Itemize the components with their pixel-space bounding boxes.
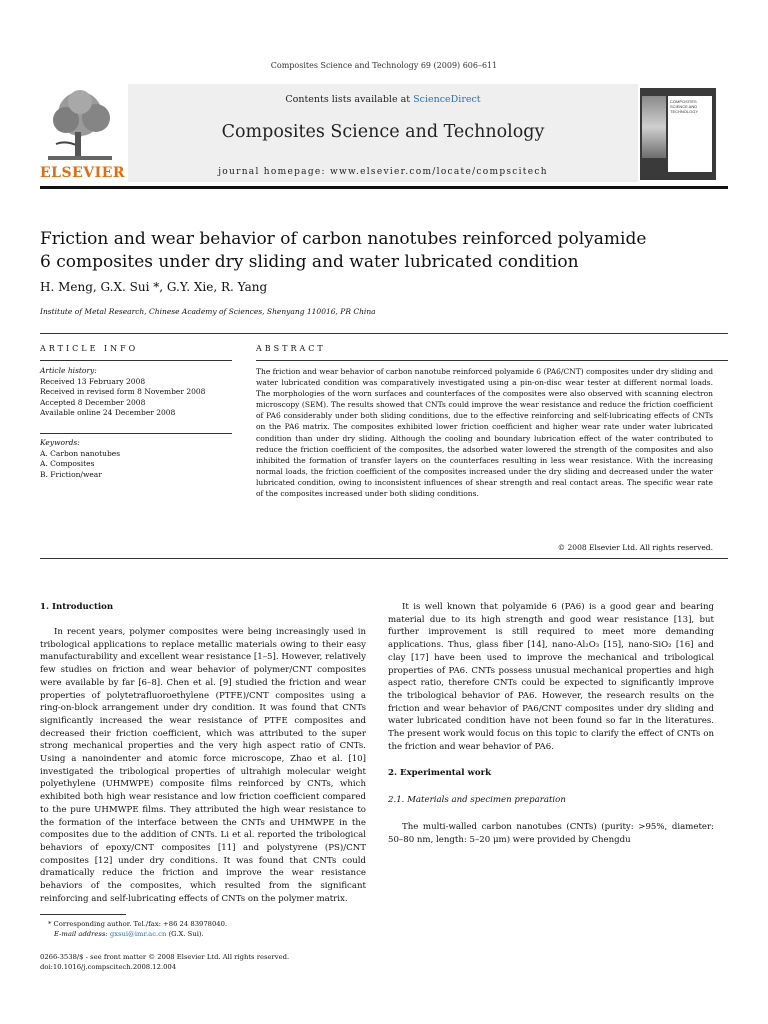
footnote-rule <box>40 914 126 915</box>
intro-paragraph-2: It is well known that polyamide 6 (PA6) is a good gear and bearing material due to its high strength and good wear resistance [13], but further improvement is still required to meet more demanding applications. Thus, glass fiber [14], nano-Al₂O₃ [15], nano-SiO₂ [16] and clay [17] have been used to improve the mechanical and tribological properties of PA6. CNTs possess unusual mechanical properties and high aspect ratio, therefore CNTs could be expected to significantly improve the tribological behavior of PA6. However, the research results on the friction and wear behavior of PA6/CNT composites under dry sliding and water lubricated condition have not been found so far in the literatures. The present work would focus on this topic to clarify the effect of CNTs on the friction and wear behavior of PA6. <box>388 602 714 752</box>
elsevier-wordmark: ELSEVIER <box>40 165 126 181</box>
article-authors: H. Meng, G.X. Sui *, G.Y. Xie, R. Yang <box>40 280 268 294</box>
homepage-label: journal homepage: <box>218 167 330 177</box>
title-line-1: Friction and wear behavior of carbon nanotubes reinforced polyamide <box>40 229 647 249</box>
article-title <box>40 228 728 273</box>
keywords <box>40 438 240 480</box>
intro-paragraph-1: In recent years, polymer composites were being increasingly used in tribological applications to replace metallic materials owing to their easy manufacturability and excellent wear resistance [1–5]. However, relatively few studies on friction and wear behavior of polymer/CNT composites were available by far [6–8]. Chen et al. [9] studied the friction and wear properties of polytetrafluoroethylene (PTFE)/CNT composites using a ring-on-block arrangement under dry condition. It was found that CNTs significantly increased the wear resistance of PTFE composites and decreased their friction coefficient, which was attributed to the super strong mechanical properties and the very high aspect ratio of CNTs. Using a nanoindenter and atomic force microscope, Zhao et al. [10] investigated the tribological properties of ultrahigh molecular weight polyethylene (UHMWPE) composite films reinforced by CNTs, which exhibited both high wear resistance and low friction coefficient compared to the pure UHMWPE films. They attributed the high wear resistance to the formation of the interface between the CNTs and UHMWPE in the composites due to the addition of CNTs. Li et al. reported the tribological behaviors of epoxy/CNT composites [11] and polystyrene (PS)/CNT composites [12] under dry conditions. It was found that CNTs could dramatically reduce the friction and improve the wear resistance behaviors of the composites, which resulted from the significant reinforcing and self-lubricating effects of CNTs on the polymer matrix. <box>40 627 366 904</box>
history-received: Received 13 February 2008 <box>40 376 146 386</box>
journal-name: Composites Science and Technology <box>221 122 545 142</box>
cover-title-panel <box>668 96 712 172</box>
cover-line-3: TECHNOLOGY <box>670 109 699 114</box>
spacer <box>388 753 714 767</box>
experimental-paragraph-1: The multi-walled carbon nanotubes (CNTs) (purity: >95%, diameter: 50–80 nm, length: 5–20 μm) were provided by Chengdu <box>388 821 714 845</box>
email-link[interactable]: gxsui@imr.ac.cn <box>109 930 167 938</box>
spacer <box>388 780 714 794</box>
article-affiliation: Institute of Metal Research, Chinese Academy of Sciences, Shenyang 110016, PR China <box>40 307 376 316</box>
contents-line <box>128 94 638 105</box>
divider <box>40 333 728 334</box>
homepage-link[interactable]: www.elsevier.com/locate/compscitech <box>330 167 548 177</box>
history-accepted: Accepted 8 December 2008 <box>40 397 146 407</box>
email-suffix: (G.X. Sui). <box>166 930 204 938</box>
corresponding-author-note: * Corresponding author. Tel./fax: +86 24 83978040. <box>48 920 228 928</box>
right-column <box>388 601 714 931</box>
abstract-text: The friction and wear behavior of carbon nanotube reinforced polyamide 6 (PA6/CNT) composites under dry sliding and water lubricated condition was comparatively investigated using a pin-on-disc wear tester at different normal loads. The morphologies of the worn surfaces and counterfaces of the composites were also observed with scanning electron microscopy (SEM). The results showed that CNTs could improve the wear resistance and reduce the friction coefficient of PA6 considerably under both sliding conditions, due to the effective reinforcing and self-lubricating effects of CNTs on the PA6 matrix. The composites exhibited lower friction coefficient and higher wear rate under water lubricated condition than under dry sliding. Although the cooling and boundary lubrication effect of the water contributed to reduce the friction coefficient of the composites, the adsorbed water lowered the strength of the composites and also inhibited the formation of transfer layers on the counterfaces resulting in less wear resistance. With the increasing normal loads, the friction coefficient of the composites increased under the dry sliding and decreased under the water lubricated condition, owing to inconsistent influences of shear strength and real contact areas. The specific wear rate of the composites increased under both sliding conditions. <box>256 367 713 499</box>
issn-line: 0266-3538/$ - see front matter © 2008 Elsevier Ltd. All rights reserved. <box>40 953 290 961</box>
intro-column-1 <box>40 626 366 904</box>
header-rule <box>40 186 728 189</box>
keywords-label: Keywords: <box>40 438 80 447</box>
info-rule <box>40 360 232 361</box>
publication-info <box>40 952 440 972</box>
doi-line[interactable]: doi:10.1016/j.compscitech.2008.12.004 <box>40 963 177 971</box>
email-label: E-mail address: <box>54 930 110 938</box>
article-history <box>40 366 240 419</box>
divider <box>40 558 728 559</box>
journal-homepage <box>128 167 638 177</box>
abstract-heading: ABSTRACT <box>256 344 326 353</box>
contents-prefix: Contents lists available at <box>285 94 414 105</box>
history-online: Available online 24 December 2008 <box>40 408 176 417</box>
spacer <box>388 807 714 821</box>
journal-cover-image <box>640 88 716 180</box>
sciencedirect-link[interactable]: ScienceDirect <box>413 94 481 105</box>
history-revised: Received in revised form 8 November 2008 <box>40 387 206 396</box>
section-heading-experimental: 2. Experimental work <box>388 768 492 779</box>
keywords-rule <box>40 433 232 434</box>
cover-art <box>642 96 666 158</box>
footnotes <box>40 919 370 939</box>
keyword-item: B. Friction/wear <box>40 469 102 479</box>
cover-line-2: SCIENCE AND <box>670 104 698 109</box>
abstract-copyright: © 2008 Elsevier Ltd. All rights reserved. <box>557 543 713 552</box>
subsection-heading-materials: 2.1. Materials and specimen preparation <box>388 795 566 806</box>
section-heading-introduction: 1. Introduction <box>40 602 114 612</box>
article-info-heading: ARTICLE INFO <box>40 344 139 353</box>
journal-citation: Composites Science and Technology 69 (2009) 606–611 <box>270 61 498 70</box>
cover-line-1: COMPOSITES <box>670 99 697 104</box>
history-label: Article history: <box>40 366 97 375</box>
abstract-rule <box>256 360 728 361</box>
title-line-2: 6 composites under dry sliding and water lubricated condition <box>40 251 579 272</box>
email-note <box>40 929 370 939</box>
keyword-item: A. Composites <box>40 459 95 468</box>
keyword-item: A. Carbon nanotubes <box>40 448 121 458</box>
